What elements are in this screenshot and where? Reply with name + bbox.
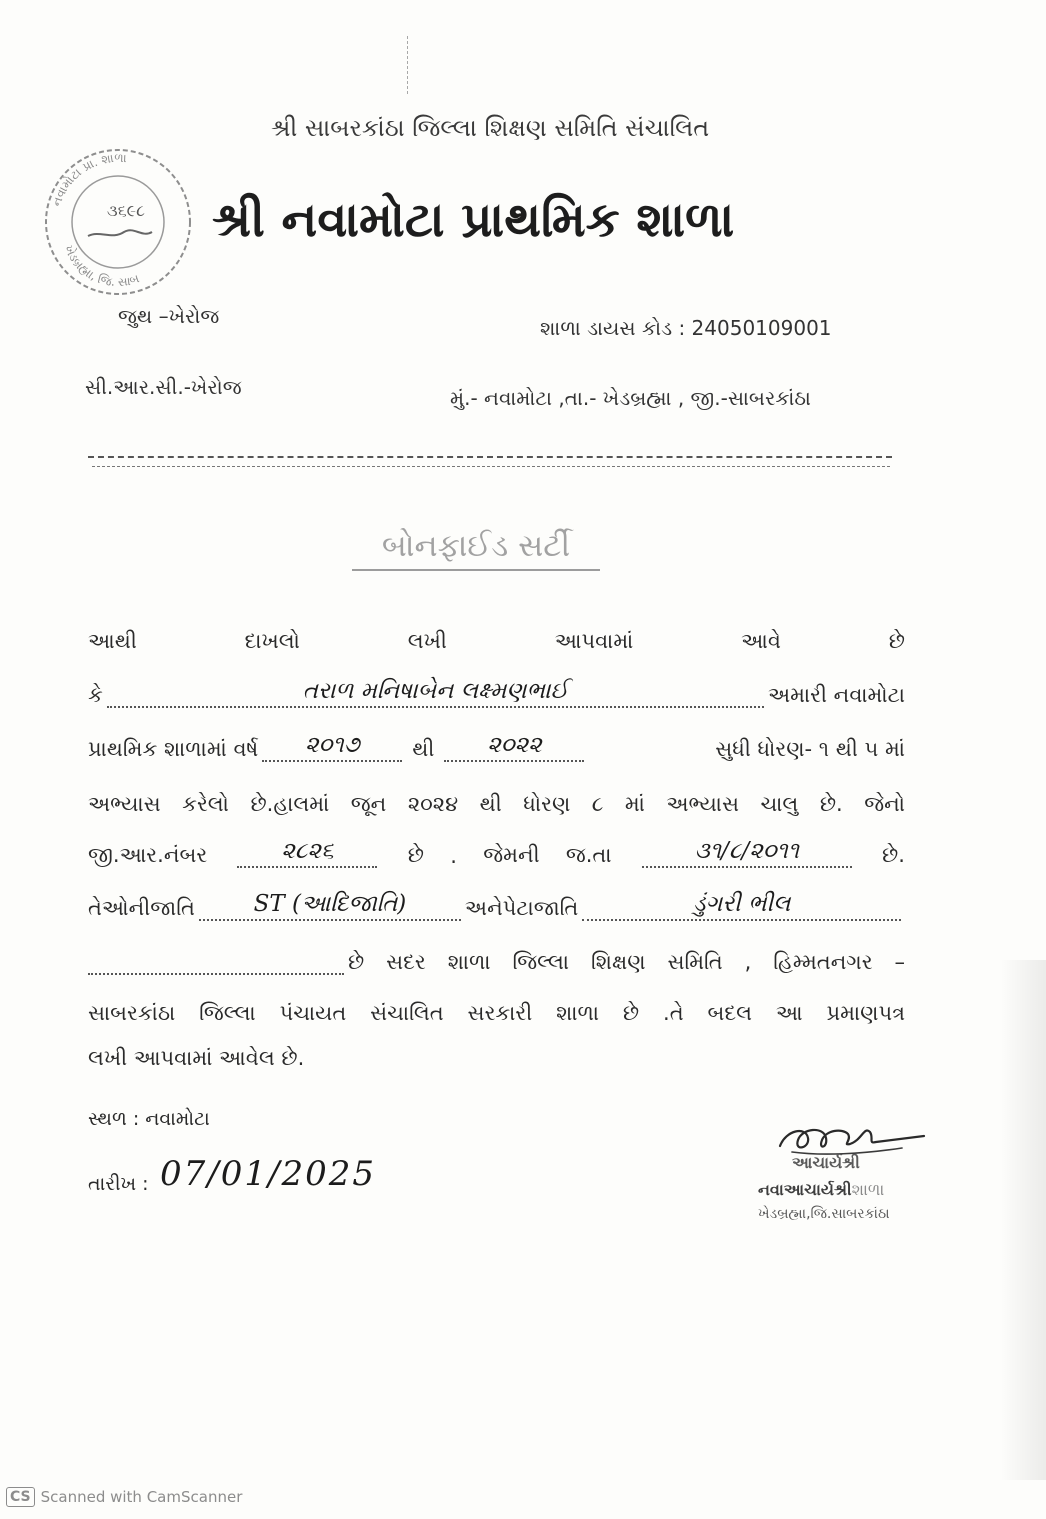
stamp-location: ખેડબ્રહ્મા,જિ.સાબરકાંઠા	[758, 1206, 890, 1222]
group-label: જુથ –ખેરોજ	[118, 304, 220, 328]
body-word: આથી	[88, 629, 137, 653]
place-label: સ્થળ : નવામોટા	[88, 1108, 210, 1130]
body-line-8	[88, 992, 905, 1026]
stamp-school-line	[758, 1180, 884, 1200]
body-text: જી.આર.નંબર	[88, 843, 208, 867]
watermark-text: Scanned with CamScanner	[40, 1488, 243, 1506]
body-line-6	[88, 887, 905, 921]
seal-date-scribble	[88, 230, 152, 236]
body-word: દાખલો	[244, 629, 300, 653]
scanner-watermark	[6, 1487, 242, 1507]
body-word: આપવામાં	[554, 629, 634, 653]
blank-field	[88, 943, 344, 975]
body-word: આવે	[741, 629, 781, 653]
caste: ST (આદિજાતિ)	[253, 891, 407, 917]
certificate-heading: બોનફાઈડ સર્ટી	[352, 528, 600, 571]
date-of-birth: ૩૧/૮/૨૦૧૧	[694, 838, 800, 864]
student-name-field	[107, 676, 764, 708]
body-text: છે સદર શાળા જિલ્લા શિક્ષણ સમિતિ , હિમ્મતનગર –	[348, 950, 905, 974]
crc-label: સી.આર.સી.-ખેરોજ	[85, 375, 242, 399]
to-year: ૨૦૨૨	[487, 732, 542, 758]
scan-artifact	[407, 36, 408, 94]
body-text: .	[450, 844, 457, 868]
body-line-2	[88, 674, 905, 708]
seal-bottom-text: ખેડબ્રહ્મા, જિ. સાબ	[61, 243, 142, 290]
body-line-7	[88, 941, 905, 975]
date-label: તારીખ :	[88, 1173, 149, 1195]
to-year-field	[444, 730, 584, 762]
student-name: તરાળ મનિષાબેન લક્ષ્મણભાઈ	[302, 678, 569, 704]
body-text: અનેપેટાજાતિ	[464, 896, 579, 920]
camscanner-logo: CS	[6, 1487, 35, 1507]
from-year-field	[262, 730, 402, 762]
school-seal	[38, 146, 198, 298]
body-text: છે	[407, 843, 424, 867]
address: મું.- નવામોટા ,તા.- ખેડબ્રહ્મા , જી.-સાબરકાંઠા	[450, 386, 811, 410]
dob-field	[642, 836, 852, 868]
body-text: અભ્યાસ કરેલો છે.હાલમાં જૂન ૨૦૨૪ થી ધોરણ ૮ માં અભ્યાસ ચાલુ છે. જેનો	[88, 792, 905, 816]
stamp-school-tail: શાળા	[851, 1180, 885, 1199]
body-line-4	[88, 783, 905, 817]
body-text: અમારી નવામોટા	[768, 683, 905, 707]
caste-field	[199, 889, 461, 921]
divider-line	[88, 456, 892, 458]
gr-number: ૨૮૨૬	[281, 838, 334, 864]
stamp-title: આચાર્યશ્રી	[792, 1153, 860, 1172]
body-text: જેમની	[483, 843, 540, 867]
body-text: કે	[88, 683, 103, 707]
body-text: જ.તા	[565, 843, 612, 867]
body-text: છે.	[882, 843, 905, 867]
subcaste-field	[582, 889, 901, 921]
body-line-5	[88, 834, 905, 868]
body-text: થી	[412, 737, 435, 761]
gr-number-field	[237, 836, 377, 868]
body-line-3	[88, 728, 905, 762]
school-title: શ્રી નવામોટા પ્રાથમિક શાળા	[212, 192, 735, 248]
body-word: લખી	[407, 629, 447, 653]
body-text: સાબરકાંઠા જિલ્લા પંચાયત સંચાલિત સરકારી શાળા છે .તે બદલ આ પ્રમાણપત્ર	[88, 1001, 905, 1025]
dise-code: શાળા ડાયસ કોડ : 24050109001	[540, 316, 832, 340]
divider-line-secondary	[92, 466, 890, 467]
body-text: સુધી ધોરણ- ૧ થી ૫ માં	[715, 737, 905, 761]
scan-edge-shadow	[1000, 960, 1046, 1480]
seal-number: ૩૬૯૮	[107, 201, 145, 220]
from-year: ૨૦૧૭	[304, 732, 360, 758]
body-text: લખી આપવામાં આવેલ છે.	[88, 1046, 305, 1070]
body-text: પ્રાથમિક શાળામાં વર્ષ	[88, 737, 259, 761]
body-text: તેઓનીજાતિ	[88, 896, 195, 920]
date-value: 07/01/2025	[160, 1154, 376, 1194]
body-word: છે	[888, 629, 905, 653]
body-line-1	[88, 620, 905, 654]
body-line-9	[88, 1037, 905, 1071]
subcaste: ડુંગરી ભીલ	[692, 891, 791, 917]
seal-top-text: નવામોટા પ્રા. શાળા	[49, 150, 127, 209]
stamp-school-text: નવાઆચાર્યશ્રી	[758, 1180, 852, 1199]
organization-line: શ્રી સાબરકાંઠા જિલ્લા શિક્ષણ સમિતિ સંચાલિત	[270, 114, 710, 142]
